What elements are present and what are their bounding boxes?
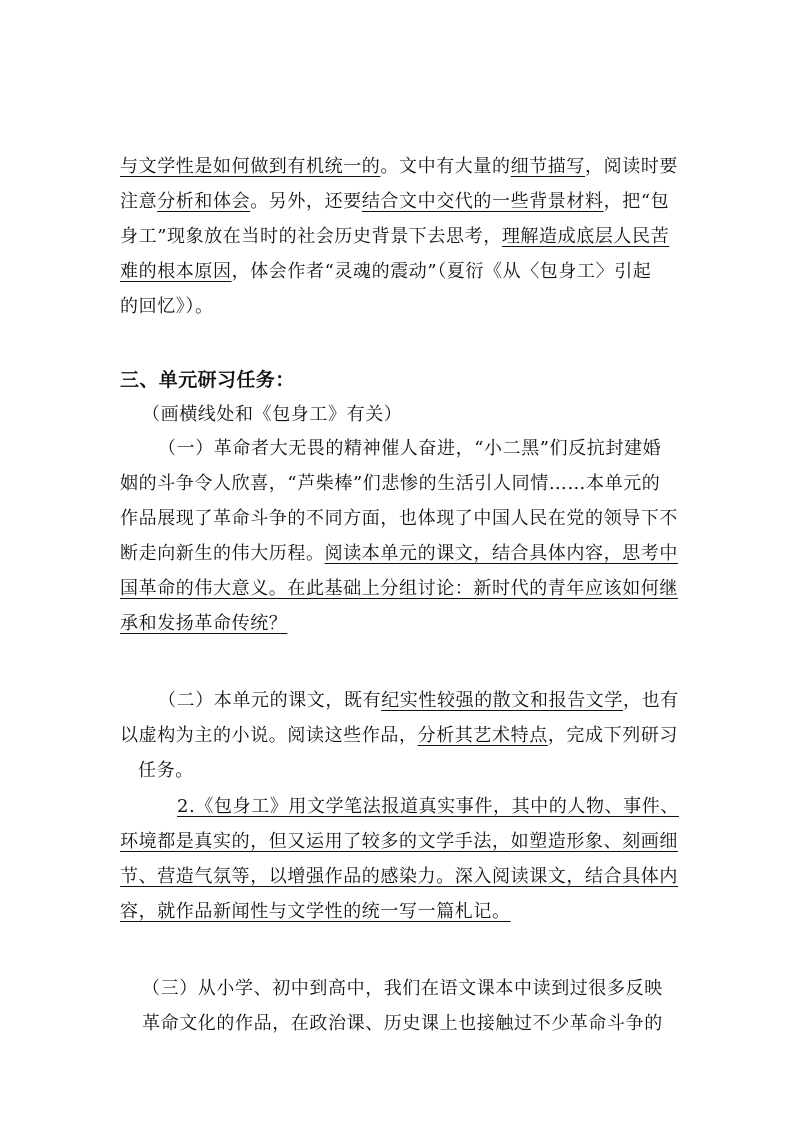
paragraph-line: 革命文化的作品，在政治课、历史课上也接触过不少革命斗争的 [142, 1013, 663, 1034]
underlined-text: 结合文中交代的一些背景材料 [361, 191, 604, 212]
text: ，完成下列研习 [547, 725, 679, 746]
text: （二）本单元的课文，既有 [158, 690, 382, 711]
paragraph-line: 任务。 [138, 760, 194, 781]
paragraph-line: 姻的斗争令人欣喜，“芦柴棒”们悲惨的生活引人同情……本单元的 [120, 473, 661, 494]
text: 。文中有大量的 [380, 156, 511, 177]
paragraph-line [120, 577, 678, 601]
paragraph-line [120, 542, 678, 566]
paragraph-line [120, 190, 669, 214]
task-item-line [120, 900, 511, 924]
paragraph-line: 作品展现了革命斗争的不同方面，也体现了中国人民在党的领导下不 [120, 508, 678, 529]
task-item-line [177, 795, 679, 819]
text: ，把“包 [603, 191, 670, 212]
underlined-text: 环境都是真实的，但又运用了较多的文学手法，如塑造形象、刻画细 [120, 831, 678, 852]
paragraph-line [120, 295, 214, 319]
text: 。另外，还要 [250, 191, 362, 212]
underlined-text: 承和发扬革命传统？ [120, 613, 288, 634]
paragraph-line [120, 724, 678, 748]
text: 以虚构为主的小说。阅读这些作品， [120, 725, 418, 746]
underlined-text: 纪实性较强的散文和报告文学 [381, 690, 624, 711]
paragraph-line [158, 689, 679, 713]
paragraph-line [120, 225, 669, 249]
paragraph-line [120, 155, 678, 179]
paragraph-line: （一）革命者大无畏的精神催人奋进，“小二黑”们反抗封建婚 [158, 438, 662, 459]
section-heading: 三、单元研习任务： [120, 369, 295, 391]
underlined-text: 分析其艺术特点 [417, 725, 548, 746]
task-item-line [120, 830, 678, 854]
text: 的回忆》）。 [120, 296, 214, 317]
underlined-text: 难的根本原因 [120, 261, 232, 282]
text: ，体会作者“灵魂的震动”（夏衍《从〈包身工〉引起 [231, 261, 652, 282]
underlined-text: 节、营造气氛等，以增强作品的感染力。深入阅读课文，结合具体内 [120, 866, 678, 887]
underlined-text: 容，就作品新闻性与文学性的统一写一篇札记。 [120, 901, 511, 922]
text: ，阅读时要 [585, 156, 679, 177]
underlined-text: 阅读本单元的课文，结合具体内容，思考中 [324, 543, 679, 564]
paragraph-line [120, 260, 651, 284]
underlined-text: 分析和体会 [157, 191, 251, 212]
note-line: （画横线处和《包身工》有关） [142, 404, 403, 425]
underlined-text: 与文学性是如何做到有机统一的 [120, 156, 381, 177]
paragraph-line: （三）从小学、初中到高中，我们在语文课本中读到过很多反映 [142, 978, 663, 999]
text: 注意 [120, 191, 158, 212]
underlined-text: 国革命的伟大意义。在此基础上分组讨论：新时代的青年应该如何继 [120, 578, 678, 599]
task-item-line [120, 865, 678, 889]
paragraph-line [120, 612, 287, 636]
underlined-text: 2.《包身工》用文学笔法报道真实事件，其中的人物、事件、 [177, 796, 679, 817]
text: 身工”现象放在当时的社会历史背景下去思考， [120, 226, 502, 247]
underlined-text: 细节描写 [510, 156, 586, 177]
text: 断走向新生的伟大历程。 [120, 543, 325, 564]
underlined-text: 理解造成底层人民苦 [501, 226, 670, 247]
text: ，也有 [623, 690, 679, 711]
